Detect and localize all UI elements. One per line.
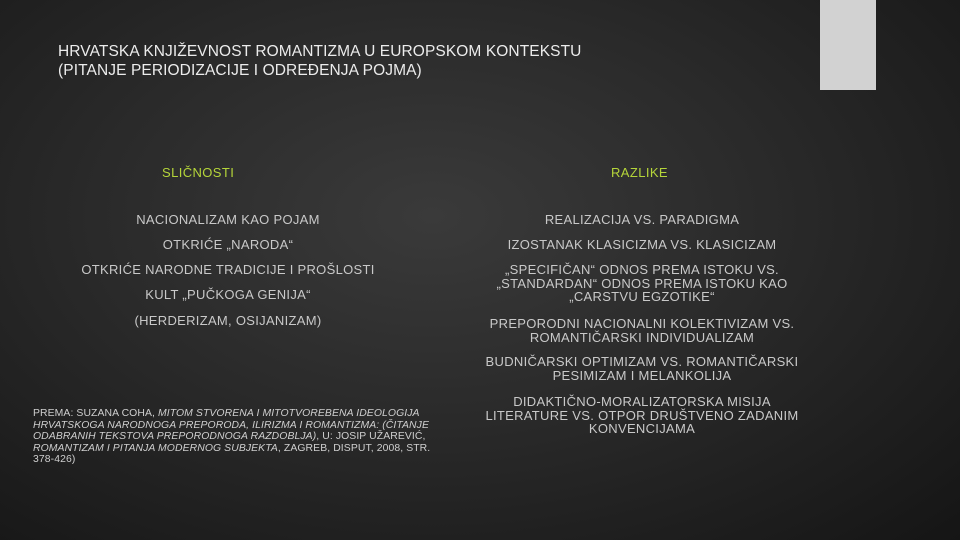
reference-title-2: ROMANTIZAM I PITANJA MODERNOG SUBJEKTA: [33, 442, 278, 454]
similarity-item: (HERDERIZAM, OSIJANIZAM): [134, 313, 322, 328]
difference-item: [460, 395, 824, 436]
reference-middle: , U: JOSIP UŽAREVIĆ,: [316, 431, 426, 442]
source-reference: [33, 408, 433, 466]
reference-suffix: , ZAGREB, DISPUT, 2008, STR. 378-426): [33, 442, 431, 465]
title-line-1: HRVATSKA KNJIŽEVNOST ROMANTIZMA U EUROPSKOM KONTEKSTU: [58, 43, 582, 60]
difference-line: BUDNIČARSKI OPTIMIZAM VS. ROMANTIČARSKI: [485, 354, 799, 369]
similarity-item: KULT „PUČKOGA GENIJA“: [145, 287, 311, 302]
slide-title: [58, 42, 778, 80]
difference-line: REALIZACIJA VS. PARADIGMA: [544, 212, 740, 227]
accent-bar: [820, 0, 876, 90]
difference-line: „SPECIFIČAN“ ODNOS PREMA ISTOKU VS.: [505, 262, 779, 277]
difference-item: [460, 317, 824, 344]
difference-item: [460, 238, 824, 252]
difference-line: LITERATURE VS. OTPOR DRUŠTVENO ZADANIM: [485, 407, 799, 423]
difference-line: PREPORODNI NACIONALNI KOLEKTIVIZAM VS.: [489, 316, 795, 331]
similarity-item: OTKRIĆE NARODNE TRADICIJE I PROŠLOSTI: [81, 262, 375, 277]
difference-item: [460, 213, 824, 227]
similarity-item: OTKRIĆE „NARODA“: [162, 237, 294, 252]
reference-prefix: PREMA: SUZANA COHA,: [33, 408, 158, 419]
difference-line: „CARSTVU EGZOTIKE“: [569, 289, 715, 304]
difference-line: „STANDARDAN“ ODNOS PREMA ISTOKU KAO: [496, 275, 788, 291]
difference-line: IZOSTANAK KLASICIZMA VS. KLASICIZAM: [507, 237, 777, 252]
difference-item: [460, 355, 824, 382]
similarities-header: SLIČNOSTI: [162, 165, 235, 180]
difference-item: [460, 263, 824, 304]
similarity-item: NACIONALIZAM KAO POJAM: [136, 212, 320, 227]
differences-header: RAZLIKE: [611, 165, 668, 180]
difference-line: ROMANTIČARSKI INDIVIDUALIZAM: [529, 329, 755, 345]
difference-line: PESIMIZAM I MELANKOLIJA: [552, 367, 732, 383]
difference-line: KONVENCIJAMA: [588, 421, 696, 436]
reference-title-1: MITOM STVORENA I MITOTVOREBENA IDEOLOGIJA HRVATSKOGA NARODNOGA PREPORODA, ILIRIZMA I ROMANTIZMA: (ČITANJE ODABRANIH TEKSTOVA PREPORODNOGA RAZDOBLJA): [33, 408, 429, 442]
difference-line: DIDAKTIČNO-MORALIZATORSKA MISIJA: [513, 394, 771, 409]
title-line-2: (PITANJE PERIODIZACIJE I ODREĐENJA POJMA): [58, 62, 422, 79]
